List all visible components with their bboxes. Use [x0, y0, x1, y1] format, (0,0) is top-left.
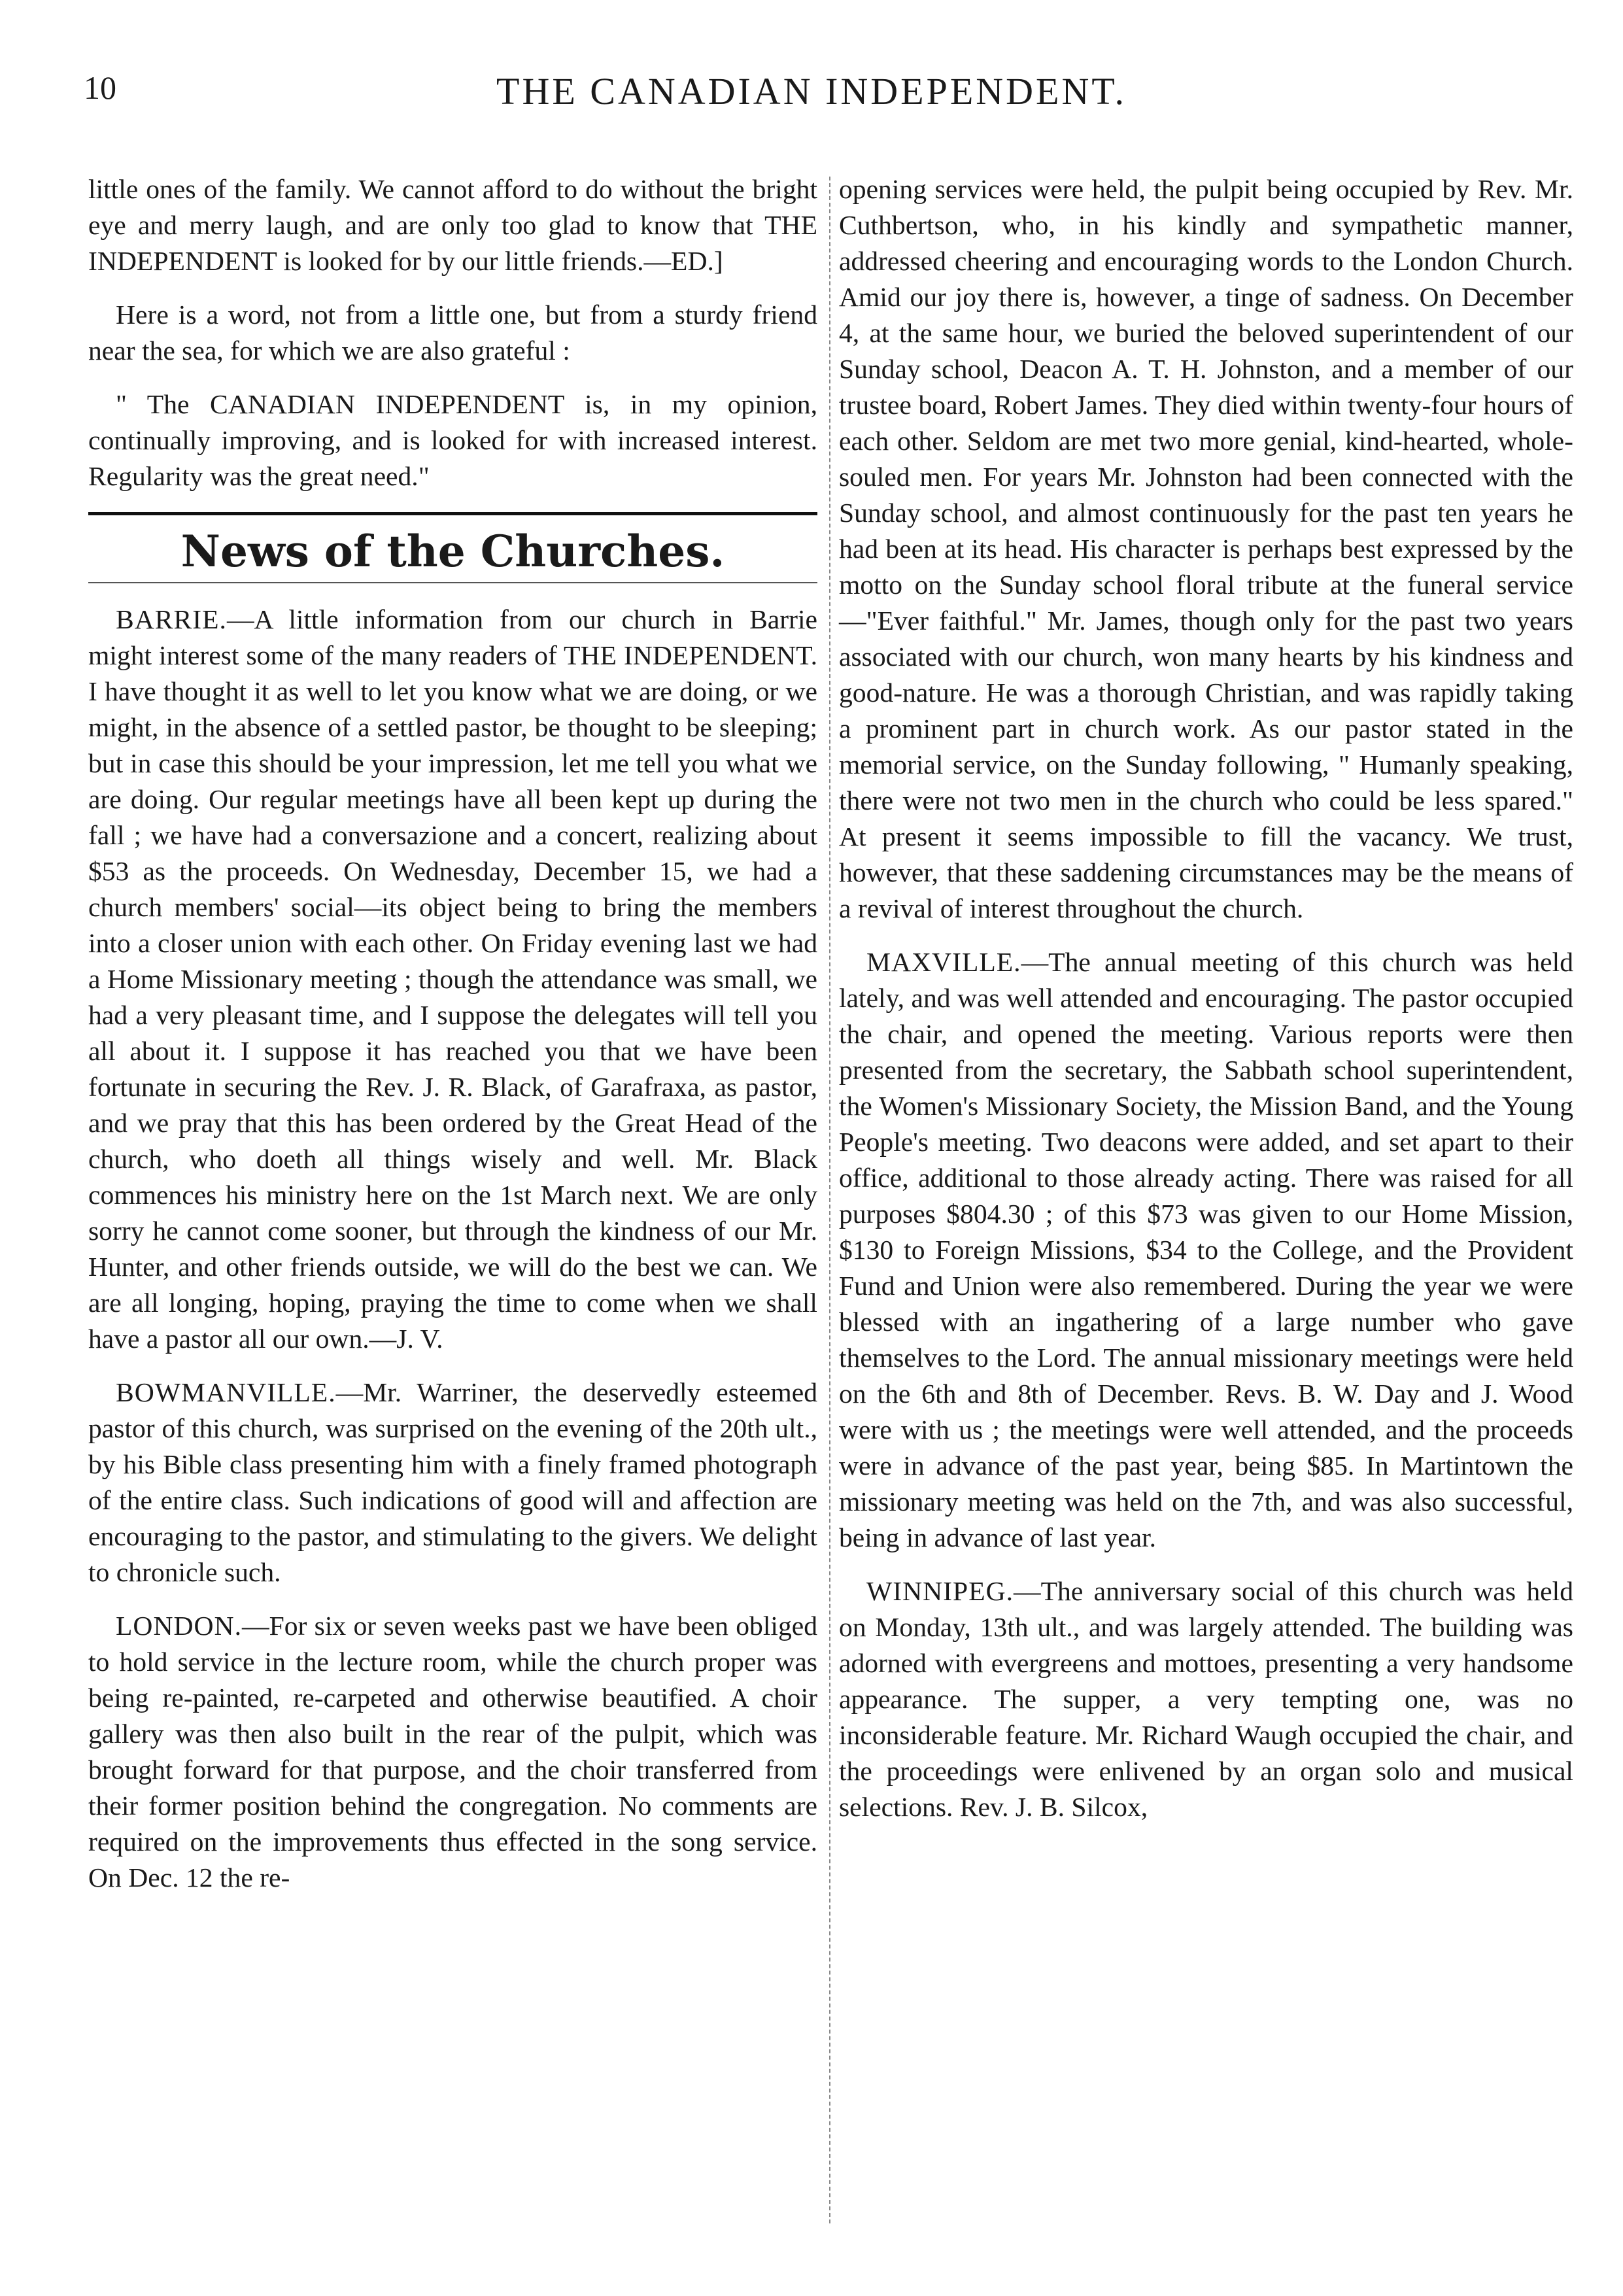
article-barrie-text: —A little information from our church in Barrie might interest some of the many readers of THE INDEPENDENT. I have thought it as well to let you know what we are doing, or we might, in the absence of a settled pastor, be thought to be sleeping; but in case this should be your impression, let me tell you what we are doing. Our regular meetings have all been kept up during the fall ; we have had a conversazione and a concert, realizing about $53 as the proceeds. On Wednesday, December 15, we had a church members' social—its object being to bring the members into a closer union with each other. On Friday evening last we had a Home Missionary meeting ; though the attendance was small, we had a very pleasant time, and I suppose the delegates will tell you all about it. I suppose it has reached you that we have been fortunate in securing the Rev. J. R. Black, of Garafraxa, as pastor, and we pray that this has been ordered by the Great Head of the church, who doeth all things wisely and well. Mr. Black commences his ministry here on the 1st March next. We are only sorry he cannot come sooner, but through the kindness of our Mr. Hunter, and other friends outside, we will do the best we can. We are all longing, hoping, praying the time to come when we shall have a pastor all our own.—J. V. — [88, 604, 817, 1354]
article-winnipeg-heading: WINNIPEG. — [866, 1576, 1014, 1606]
article-barrie-heading: BARRIE. — [116, 604, 227, 634]
article-winnipeg — [839, 1573, 1573, 1825]
article-bowmanville-text: —Mr. Warriner, the deservedly esteemed pastor of this church, was surprised on the evening of the 20th ult., by his Bible class presenting him with a finely framed photograph of the entire class. Such indications of good will and affection are encouraging to the pastor, and stimulating to the givers. We delight to chronicle such. — [88, 1377, 817, 1587]
left-column — [88, 171, 817, 2231]
article-bowmanville-heading: BOWMANVILLE. — [116, 1377, 336, 1407]
article-london-continued: opening services were held, the pulpit being occupied by Rev. Mr. Cuthbertson, who, in his kindly and sympathetic manner, addressed cheering and encouraging words to the London Church. Amid our joy there is, however, a tinge of sadness. On December 4, at the same hour, we buried the beloved superintendent of our Sunday school, Deacon A. T. H. Johnston, and a member of our trustee board, Robert James. They died within twenty-four hours of each other. Seldom are met two more genial, kind-hearted, whole-souled men. For years Mr. Johnston had been connected with the Sunday school, and almost continuously for the past ten years he had been at its head. His character is perhaps best expressed by the motto on the Sunday school floral tribute at the funeral service—"Ever faithful." Mr. James, though only for the past two years associated with our church, won many hearts by his kindness and good-nature. He was a thorough Christian, and was rapidly taking a prominent part in church work. As our pastor stated in the memorial service, on the Sunday following, " Humanly speaking, there were not two men in the church who could be less spared." At present it seems impossible to fill the vacancy. We trust, however, that these saddening circumstances may be the means of a revival of interest throughout the church. — [839, 174, 1573, 923]
section-rule-bottom — [88, 582, 817, 583]
running-head: THE CANADIAN INDEPENDENT. — [496, 70, 1127, 112]
article-london — [88, 1608, 817, 1896]
section-rule-top — [88, 512, 817, 515]
article-maxville — [839, 944, 1573, 1556]
article-maxville-heading: MAXVILLE. — [866, 947, 1021, 977]
section-title: News of the Churches. — [180, 526, 725, 577]
article-barrie — [88, 602, 817, 1357]
article-london-heading: LONDON. — [116, 1611, 242, 1641]
article-maxville-text: —The annual meeting of this church was held lately, and was well attended and encouraging. The pastor occupied the chair, and opened the meeting. Various reports were then presented from the secretary, the Sabbath school superintendent, the Women's Missionary Society, the Mission Band, and the Young People's meeting. Two deacons were added, and set apart to their office, additional to those already acting. There was raised for all purposes $804.30 ; of this $73 was given to our Home Mission, $130 to Foreign Missions, $34 to the College, and the Provident Fund and Union were also remembered. During the year we were blessed with an ingathering of a large number who gave themselves to the Lord. The annual missionary meetings were held on the 6th and 8th of December. Revs. B. W. Day and J. Wood were with us ; the meetings were well attended, and the proceeds were in advance of the past year, being $85. In Martintown the missionary meeting was held on the 7th, and was also successful, being in advance of last year. — [839, 947, 1573, 1552]
article-london-text: —For six or seven weeks past we have been obliged to hold service in the lecture room, while the church proper was being re-painted, re-carpeted and otherwise beautified. A choir gallery was then also built in the rear of the pulpit, which was brought forward for that purpose, and the choir transferred from their former position behind the congregation. No comments are required on the improvements thus effected in the song service. On Dec. 12 the re- — [88, 1611, 817, 1893]
left-paragraph-3: " The CANADIAN INDEPENDENT is, in my opinion, continually improving, and is looked for with increased interest. Regularity was the great need." — [88, 389, 817, 491]
left-paragraph-1: little ones of the family. We cannot afford to do without the bright eye and merry laugh, and are only too glad to know that THE INDEPENDENT is looked for by our little friends.—ED.] — [88, 174, 817, 276]
right-column — [839, 171, 1573, 2231]
left-paragraph-2: Here is a word, not from a little one, but from a sturdy friend near the sea, for which we are also grateful : — [88, 300, 817, 366]
page-number: 10 — [84, 69, 116, 106]
article-winnipeg-text: —The anniversary social of this church was held on Monday, 13th ult., and was largely attended. The building was adorned with evergreens and mottoes, presenting a very handsome appearance. The supper, a very tempting one, was no inconsiderable feature. Mr. Richard Waugh occupied the chair, and the proceedings were enlivened by an organ solo and musical selections. Rev. J. B. Silcox, — [839, 1576, 1573, 1822]
article-bowmanville — [88, 1375, 817, 1590]
column-divider — [829, 177, 830, 2223]
